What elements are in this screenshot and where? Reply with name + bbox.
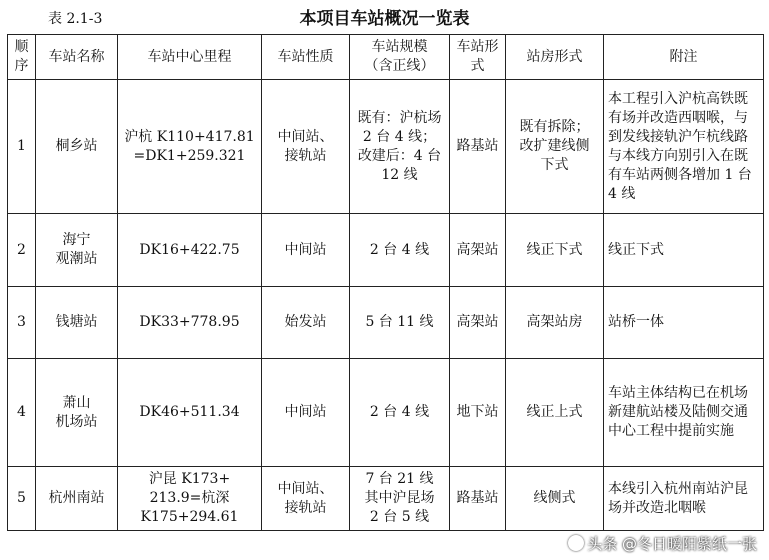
station-name: 杭州南站 bbox=[36, 467, 118, 531]
station-name: 桐乡站 bbox=[36, 80, 118, 214]
station-building: 高架站房 bbox=[506, 287, 604, 359]
row-number: 4 bbox=[8, 359, 36, 467]
row-number: 5 bbox=[8, 467, 36, 531]
station-form: 高架站 bbox=[450, 214, 506, 287]
header-cell: 站房形式 bbox=[506, 35, 604, 80]
station-form: 高架站 bbox=[450, 287, 506, 359]
station-mileage: DK16+422.75 bbox=[118, 214, 262, 287]
station-note: 站桥一体 bbox=[604, 287, 764, 359]
table-row bbox=[8, 80, 764, 214]
station-nature: 中间站、 接轨站 bbox=[262, 467, 350, 531]
station-form: 路基站 bbox=[450, 80, 506, 214]
station-note: 车站主体结构已在机场新建航站楼及陆侧交通中心工程中提前实施 bbox=[604, 359, 764, 467]
table-row bbox=[8, 214, 764, 287]
station-mileage: DK46+511.34 bbox=[118, 359, 262, 467]
station-mileage: 沪杭 K110+417.81 =DK1+259.321 bbox=[118, 80, 262, 214]
station-scale: 5 台 11 线 bbox=[350, 287, 450, 359]
header-cell: 车站名称 bbox=[36, 35, 118, 80]
station-scale: 7 台 21 线 其中沪昆场 2 台 5 线 bbox=[350, 467, 450, 531]
station-name: 海宁 观潮站 bbox=[36, 214, 118, 287]
station-form: 地下站 bbox=[450, 359, 506, 467]
station-building: 既有拆除； 改扩建线侧 下式 bbox=[506, 80, 604, 214]
header-cell: 车站中心里程 bbox=[118, 35, 262, 80]
station-name: 萧山 机场站 bbox=[36, 359, 118, 467]
table-row bbox=[8, 287, 764, 359]
station-form: 路基站 bbox=[450, 467, 506, 531]
table-title: 本项目车站概况一览表 bbox=[299, 9, 470, 29]
header-cell: 顺 序 bbox=[8, 35, 36, 80]
watermark bbox=[568, 533, 757, 554]
station-building: 线侧式 bbox=[506, 467, 604, 531]
station-nature: 中间站 bbox=[262, 359, 350, 467]
header-cell: 车站性质 bbox=[262, 35, 350, 80]
station-mileage: DK33+778.95 bbox=[118, 287, 262, 359]
watermark-logo-icon bbox=[568, 535, 584, 551]
table-row bbox=[8, 359, 764, 467]
row-number: 1 bbox=[8, 80, 36, 214]
station-note: 本线引入杭州南站沪昆场并改造北咽喉 bbox=[604, 467, 764, 531]
header-cell: 车站形 式 bbox=[450, 35, 506, 80]
station-nature: 始发站 bbox=[262, 287, 350, 359]
station-note: 本工程引入沪杭高铁既有场并改造西咽喉，与到发线接轨沪乍杭线路与本线方向别引入在既有车站两侧各增加 1 台 4 线 bbox=[604, 80, 764, 214]
table-number: 表 2.1-3 bbox=[48, 11, 103, 27]
station-scale: 2 台 4 线 bbox=[350, 214, 450, 287]
row-number: 3 bbox=[8, 287, 36, 359]
station-name: 钱塘站 bbox=[36, 287, 118, 359]
watermark-text: 头条 @冬日暖阳紫纸一张 bbox=[587, 535, 757, 553]
station-note: 线正下式 bbox=[604, 214, 764, 287]
station-nature: 中间站 bbox=[262, 214, 350, 287]
header-cell: 车站规模 （含正线） bbox=[350, 35, 450, 80]
station-building: 线正上式 bbox=[506, 359, 604, 467]
station-table bbox=[7, 34, 764, 531]
station-scale: 既有：沪杭场 2 台 4 线； 改建后：4 台 12 线 bbox=[350, 80, 450, 214]
station-nature: 中间站、 接轨站 bbox=[262, 80, 350, 214]
row-number: 2 bbox=[8, 214, 36, 287]
header-cell: 附注 bbox=[604, 35, 764, 80]
station-mileage: 沪昆 K173+ 213.9=杭深 K175+294.61 bbox=[118, 467, 262, 531]
table-row bbox=[8, 467, 764, 531]
header-row bbox=[8, 35, 764, 80]
station-scale: 2 台 4 线 bbox=[350, 359, 450, 467]
station-building: 线正下式 bbox=[506, 214, 604, 287]
